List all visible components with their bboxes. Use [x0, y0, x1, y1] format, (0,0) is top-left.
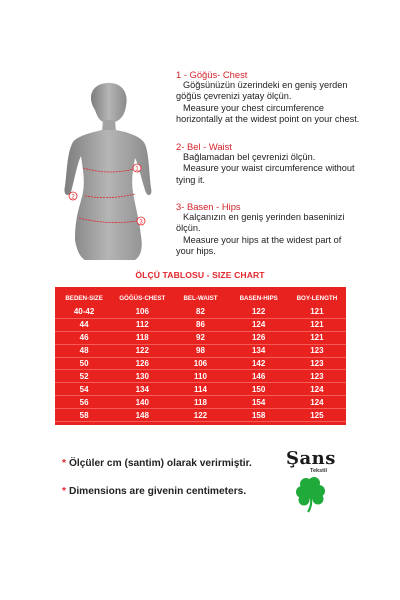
cell-size: 44	[55, 318, 113, 331]
clover-icon	[292, 474, 332, 514]
cell-size: 40-42	[55, 306, 113, 318]
cell-chest: 122	[113, 344, 171, 357]
cell-chest: 134	[113, 383, 171, 396]
table-row	[55, 383, 346, 396]
chest-instructions	[176, 69, 396, 125]
cell-waist: 122	[171, 409, 229, 422]
header-size: BEDEN-SIZE	[65, 295, 103, 302]
header-chest: GÖĞÜS-CHEST	[119, 295, 166, 302]
cell-hips: 134	[230, 344, 288, 357]
chest-en-line-2: horizontally at the widest point on your chest.	[176, 113, 360, 124]
cell-hips: 122	[230, 306, 288, 318]
cell-chest: 118	[113, 331, 171, 344]
cell-chest: 112	[113, 318, 171, 331]
chest-en-line-1: Measure your chest circumference	[183, 102, 324, 113]
note-english-text: Dimensions are givenin centimeters.	[68, 486, 247, 497]
table-row	[55, 370, 346, 383]
chest-tr-line-1: Göğsünüzün üzerindeki en geniş yerden	[183, 80, 348, 91]
hips-tr-line-2: ölçün.	[176, 223, 201, 234]
cell-length: 123	[288, 357, 346, 370]
table-row	[55, 396, 346, 409]
asterisk-icon: *	[62, 486, 66, 497]
cell-waist: 118	[171, 396, 229, 409]
note-turkish	[62, 458, 252, 469]
cell-hips: 126	[230, 331, 288, 344]
size-chart-title: ÖLÇÜ TABLOSU - SIZE CHART	[135, 270, 265, 280]
cell-waist: 98	[171, 344, 229, 357]
table-row	[55, 357, 346, 370]
cell-hips: 142	[230, 357, 288, 370]
cell-size: 58	[55, 409, 113, 422]
brand-name: Şans	[286, 448, 336, 469]
cell-size: 54	[55, 383, 113, 396]
cell-size: 46	[55, 331, 113, 344]
table-header-row	[55, 291, 346, 306]
cell-waist: 106	[171, 357, 229, 370]
table-row	[55, 306, 346, 318]
chest-title: 1 - Göğüs- Chest	[176, 69, 248, 80]
cell-chest: 106	[113, 306, 171, 318]
cell-waist: 82	[171, 306, 229, 318]
body-silhouette	[55, 80, 170, 260]
marker-hips	[137, 217, 145, 226]
table-row	[55, 344, 346, 357]
hips-en-line-2: your hips.	[176, 245, 216, 256]
hips-title: 3- Basen - Hips	[176, 201, 241, 212]
cell-size: 52	[55, 370, 113, 383]
cell-length: 121	[288, 331, 346, 344]
svg-text:1: 1	[135, 166, 139, 173]
cell-length: 121	[288, 306, 346, 318]
cell-length: 123	[288, 370, 346, 383]
cell-hips: 150	[230, 383, 288, 396]
hips-tr-line-1: Kalçanızın en geniş yerinden baseninizi	[183, 212, 345, 223]
note-turkish-text: Ölçüler cm (santim) olarak verirmiştir.	[68, 458, 252, 469]
cell-hips: 124	[230, 318, 288, 331]
header-length: BOY-LENGTH	[296, 295, 338, 302]
cell-chest: 140	[113, 396, 171, 409]
table-row	[55, 318, 346, 331]
svg-text:3: 3	[139, 219, 143, 226]
asterisk-icon: *	[62, 458, 66, 469]
cell-waist: 86	[171, 318, 229, 331]
cell-chest: 148	[113, 409, 171, 422]
waist-en-line-2: tying it.	[176, 174, 206, 185]
cell-length: 121	[288, 318, 346, 331]
cell-waist: 92	[171, 331, 229, 344]
waist-en-line-1: Measure your waist circumference without	[183, 163, 355, 174]
cell-waist: 110	[171, 370, 229, 383]
marker-chest	[133, 164, 141, 173]
header-waist: BEL-WAIST	[183, 295, 218, 302]
svg-text:2: 2	[71, 194, 75, 201]
brand-subtitle: Tekstil	[310, 468, 328, 474]
hips-instructions	[176, 201, 396, 257]
chest-tr-line-2: göğüs çevrenizi yatay ölçün.	[176, 91, 292, 102]
cell-hips: 146	[230, 370, 288, 383]
waist-instructions	[176, 141, 396, 186]
waist-tr-line-1: Bağlamadan bel çevrenizi ölçün.	[183, 152, 316, 163]
cell-chest: 126	[113, 357, 171, 370]
header-hips: BASEN-HIPS	[239, 295, 278, 302]
cell-waist: 114	[171, 383, 229, 396]
cell-size: 56	[55, 396, 113, 409]
table-row	[55, 331, 346, 344]
cell-length: 123	[288, 344, 346, 357]
marker-waist	[69, 192, 77, 201]
note-english	[62, 486, 246, 497]
waist-title: 2- Bel - Waist	[176, 141, 232, 152]
cell-hips: 154	[230, 396, 288, 409]
cell-size: 48	[55, 344, 113, 357]
hips-en-line-1: Measure your hips at the widest part of	[183, 234, 342, 245]
cell-length: 125	[288, 409, 346, 422]
cell-hips: 158	[230, 409, 288, 422]
cell-length: 124	[288, 396, 346, 409]
brand-logo	[284, 448, 354, 528]
table-row	[55, 409, 346, 422]
cell-chest: 130	[113, 370, 171, 383]
cell-length: 124	[288, 383, 346, 396]
size-chart-table	[55, 287, 346, 425]
cell-size: 50	[55, 357, 113, 370]
